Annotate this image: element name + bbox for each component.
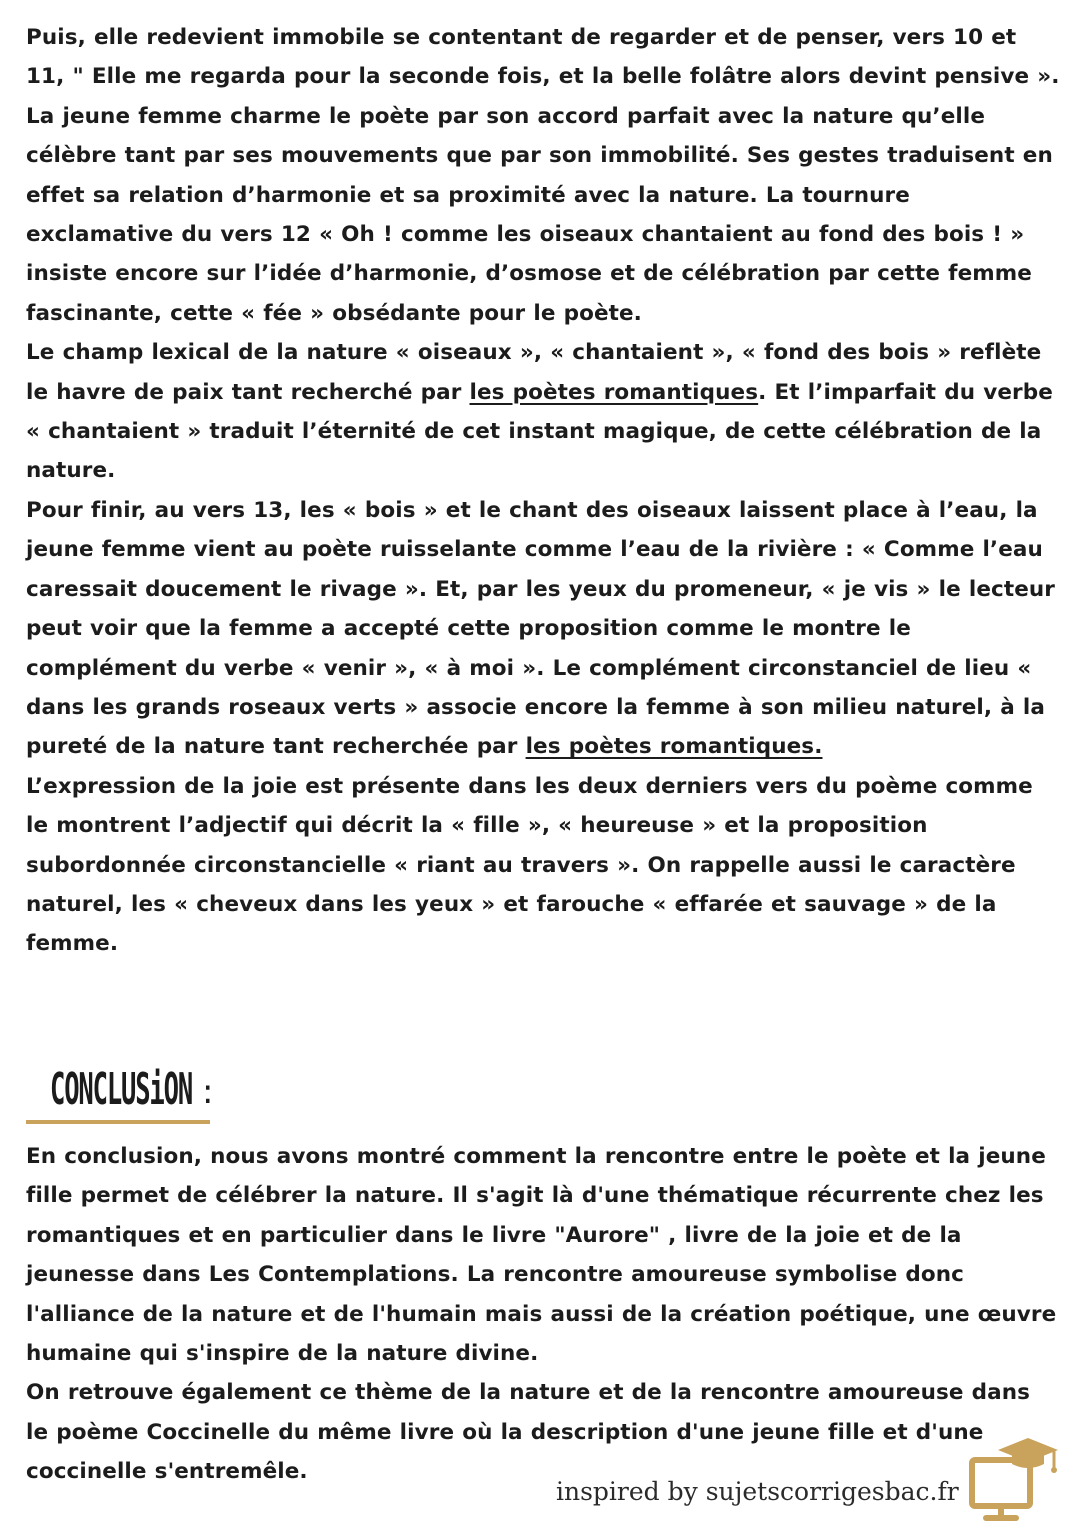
- paragraph-lexical-field-text-end: . Et l’imparfait du verbe « chantaient » traduit l’éternité de cet instant magique, de cette célébration de la nature.: [26, 379, 1053, 484]
- conclusion-colon: :: [202, 1072, 214, 1112]
- conclusion-underline: [26, 1120, 210, 1124]
- paragraph-immobility: Puis, elle redevient immobile se contentant de regarder et de penser, vers 10 et 11, " Elle me regarda pour la seconde fois, et la belle folâtre alors devint pensive ». La jeune femme charme le poète par son accord parfait avec la nature qu’elle célèbre tant par ses mouvements que par son immobilité. Ses gestes traduisent en effet sa relation d’harmonie et sa proximité avec la nature. La tournure exclamative du vers 12 « Oh ! comme les oiseaux chantaient au fond des bois ! » insiste encore sur l’idée d’harmonie, d’osmose et de célébration par cette femme fascinante, cette « fée » obsédante pour le poète.: [26, 25, 1060, 326]
- conclusion-paragraph-coccinelle: On retrouve également ce thème de la nature et de la rencontre amoureuse dans le poème Coccinelle du même livre où la description d'une jeune fille et d'une coccinelle s'entremêle.: [26, 1380, 1031, 1485]
- link-poetes-romantiques-2[interactable]: les poètes romantiques.: [525, 734, 823, 760]
- paragraph-joy: L’expression de la joie est présente dans les deux derniers vers du poème comme le montrent l’adjectif qui décrit la « fille », « heureuse » et la proposition subordonnée circonstancielle « riant au travers ». On rappelle aussi le caractère naturel, les « cheveux dans les yeux » et farouche « effarée et sauvage » de la femme.: [26, 773, 1033, 957]
- analysis-body: [26, 18, 1060, 964]
- paragraph-water: [26, 491, 1060, 767]
- paragraph-water-text: Pour finir, au vers 13, les « bois » et le chant des oiseaux laissent place à l’eau, la jeune femme vient au poète ruisselante comme l’eau de la rivière : « Comme l’eau caressait doucement le rivage ». Et, par les yeux du promeneur, « je vis » le lecteur peut voir que la femme a accepté cette proposition comme le montre le complément du verbe « venir », « à moi ». Le complément circonstanciel de lieu « dans les grands roseaux verts » associe encore la femme à son milieu naturel, à la pureté de la nature tant recherchée par: [26, 497, 1056, 760]
- paragraph-lexical-field-text: Le champ lexical de la nature « oiseaux », « chantaient », « fond des bois » reflète le havre de paix tant recherché par: [26, 340, 1042, 405]
- footer-credit: inspired by sujetscorrigesbac.fr: [556, 1477, 959, 1506]
- link-poetes-romantiques[interactable]: les poètes romantiques: [469, 379, 759, 405]
- conclusion-paragraph: En conclusion, nous avons montré comment la rencontre entre le poète et la jeune fille permet de célébrer la nature. Il s'agit là d'une thématique récurrente chez les romantiques et en particulier dans le livre "Aurore" , livre de la joie et de la jeunesse dans Les Contemplations. La rencontre amoureuse symbolise donc l'alliance de la nature et de l'humain mais aussi de la création poétique, une œuvre humaine qui s'inspire de la nature divine.: [26, 1144, 1057, 1367]
- paragraph-lexical-field: [26, 333, 1060, 491]
- conclusion-title: CONCLUSiON: [50, 1064, 193, 1115]
- conclusion-heading: [26, 1060, 214, 1124]
- graduation-monitor-icon: [962, 1434, 1062, 1524]
- conclusion-body: [26, 1137, 1060, 1492]
